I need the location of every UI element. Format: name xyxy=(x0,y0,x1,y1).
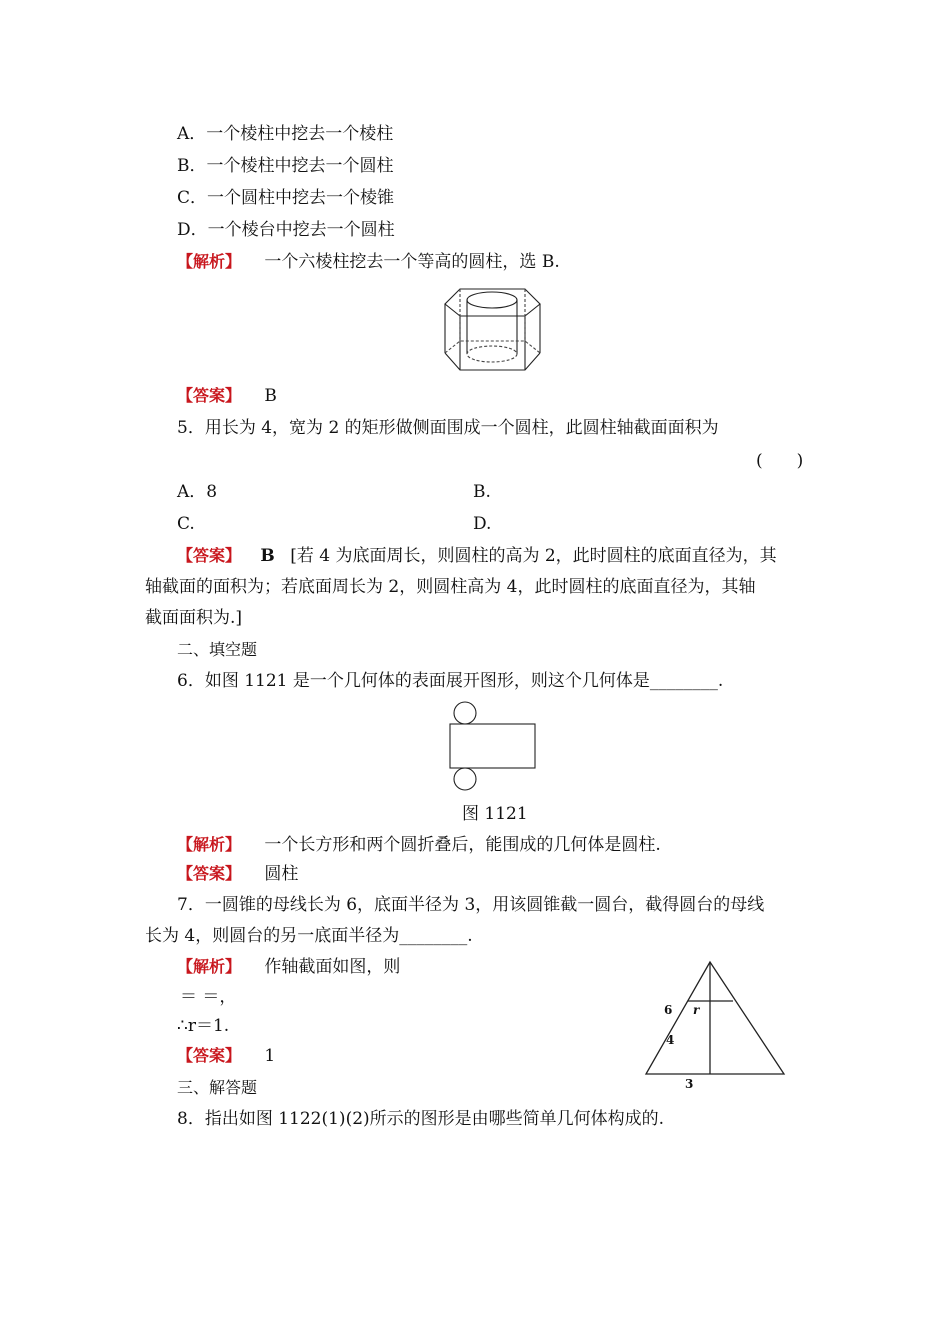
q4-option-a: A．一个棱柱中挖去一个棱柱 xyxy=(177,124,394,144)
q6-answer xyxy=(177,863,298,885)
q7-stem-line1: 7．一圆锥的母线长为 6，底面半径为 3，用该圆锥截一圆台，截得圆台的母线 xyxy=(177,895,765,915)
q6-analysis xyxy=(177,834,661,856)
answer-tag: 【答案】 xyxy=(177,386,242,405)
label-slant-6: 6 xyxy=(664,1003,673,1017)
q5-option-c: C. xyxy=(177,514,195,534)
q7-equation: ＝ ＝， xyxy=(180,987,237,1007)
analysis-text: 作轴截面如图，则 xyxy=(264,957,401,977)
q7-conclusion: ∴r＝1. xyxy=(177,1016,230,1036)
q4-option-b: B．一个棱柱中挖去一个圆柱 xyxy=(177,156,394,176)
answer-letter: B xyxy=(260,546,275,566)
analysis-tag: 【解析】 xyxy=(177,252,242,271)
q5-answer-line2: 轴截面的面积为；若底面周长为 2，则圆柱高为 4，此时圆柱的底面直径为，其轴 xyxy=(145,577,756,597)
label-frustum-4: 4 xyxy=(666,1033,675,1047)
q4-option-d: D．一个棱台中挖去一个圆柱 xyxy=(177,220,395,240)
q4-analysis xyxy=(177,251,560,273)
q5-option-a: A．8 xyxy=(177,482,218,502)
analysis-tag: 【解析】 xyxy=(177,957,242,976)
answer-tag: 【答案】 xyxy=(177,546,242,565)
analysis-tag: 【解析】 xyxy=(177,835,242,854)
q6-stem: 6．如图 1121 是一个几何体的表面展开图形，则这个几何体是________. xyxy=(177,671,724,691)
cone-section-figure xyxy=(640,958,790,1092)
q5-option-b: B. xyxy=(473,482,491,502)
label-radius-r: r xyxy=(693,1003,700,1017)
q5-answer-line1 xyxy=(177,545,777,567)
q8-stem: 8．指出如图 1122(1)(2)所示的图形是由哪些简单几何体构成的. xyxy=(177,1109,665,1129)
section-title-fill-blank: 二、填空题 xyxy=(177,640,258,659)
label-base-3: 3 xyxy=(685,1077,694,1091)
cylinder-net-figure xyxy=(449,700,539,794)
answer-tag: 【答案】 xyxy=(177,864,242,883)
q4-option-c: C．一个圆柱中挖去一个棱锥 xyxy=(177,188,395,208)
section-title-answer: 三、解答题 xyxy=(177,1078,258,1097)
answer-tag: 【答案】 xyxy=(177,1046,242,1065)
q7-analysis xyxy=(177,956,400,978)
answer-explanation-1: [若 4 为底面周长，则圆柱的高为 2，此时圆柱的底面直径为，其 xyxy=(290,546,777,566)
q6-figure-caption: 图 1121 xyxy=(462,804,528,824)
analysis-text: 一个六棱柱挖去一个等高的圆柱，选 B. xyxy=(264,252,560,272)
analysis-text: 一个长方形和两个圆折叠后，能围成的几何体是圆柱. xyxy=(264,835,661,855)
answer-text: 圆柱 xyxy=(264,864,299,884)
q5-paren: ( ) xyxy=(756,451,804,471)
answer-text: 1 xyxy=(264,1046,276,1066)
q7-stem-line2: 长为 4，则圆台的另一底面半径为________. xyxy=(145,926,473,946)
hex-prism-figure xyxy=(440,286,550,374)
q5-stem: 5．用长为 4，宽为 2 的矩形做侧面围成一个圆柱，此圆柱轴截面面积为 xyxy=(177,418,719,438)
answer-text: B xyxy=(264,386,277,406)
q5-option-d: D. xyxy=(473,514,492,534)
q7-answer xyxy=(177,1045,275,1067)
q4-answer xyxy=(177,385,277,407)
q5-answer-line3: 截面面积为.] xyxy=(145,608,243,628)
